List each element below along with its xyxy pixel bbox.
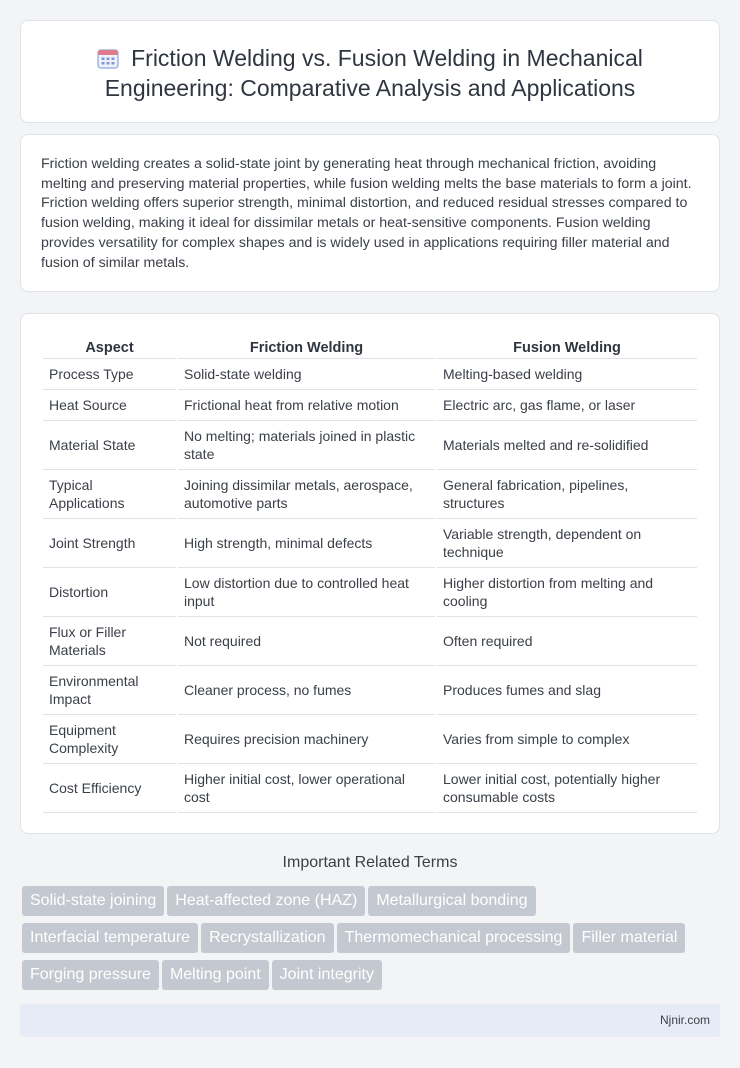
fusion-cell: Higher distortion from melting and cooling bbox=[437, 568, 697, 617]
table-row bbox=[43, 519, 697, 568]
term-tag[interactable]: Melting point bbox=[162, 960, 269, 990]
aspect-cell: Typical Applications bbox=[43, 470, 176, 519]
intro-card bbox=[20, 134, 720, 292]
aspect-cell: Material State bbox=[43, 421, 176, 470]
fusion-cell: Electric arc, gas flame, or laser bbox=[437, 390, 697, 421]
table-row bbox=[43, 715, 697, 764]
term-tag[interactable]: Recrystallization bbox=[201, 923, 333, 953]
term-tag[interactable]: Filler material bbox=[573, 923, 685, 953]
footer-site[interactable]: Njnir.com bbox=[659, 1013, 710, 1027]
table-header-row bbox=[43, 336, 697, 359]
table-row bbox=[43, 568, 697, 617]
aspect-cell: Heat Source bbox=[43, 390, 176, 421]
term-row bbox=[22, 923, 712, 960]
footer bbox=[20, 1004, 720, 1037]
term-tag[interactable]: Thermomechanical processing bbox=[337, 923, 571, 953]
title-card bbox=[20, 20, 720, 123]
friction-cell: High strength, minimal defects bbox=[178, 519, 435, 568]
aspect-cell: Environmental Impact bbox=[43, 666, 176, 715]
fusion-cell: Produces fumes and slag bbox=[437, 666, 697, 715]
term-row bbox=[22, 960, 712, 997]
term-tag[interactable]: Interfacial temperature bbox=[22, 923, 198, 953]
friction-cell: Not required bbox=[178, 617, 435, 666]
friction-cell: Requires precision machinery bbox=[178, 715, 435, 764]
term-row bbox=[22, 886, 712, 923]
fusion-cell: Often required bbox=[437, 617, 697, 666]
friction-cell: Low distortion due to controlled heat input bbox=[178, 568, 435, 617]
page-title bbox=[51, 43, 689, 103]
term-tag[interactable]: Forging pressure bbox=[22, 960, 159, 990]
table-row bbox=[43, 470, 697, 519]
comparison-table bbox=[41, 336, 699, 813]
table-row bbox=[43, 390, 697, 421]
term-tag[interactable]: Metallurgical bonding bbox=[368, 886, 535, 916]
related-terms-title: Important Related Terms bbox=[282, 854, 458, 871]
comparison-card bbox=[20, 313, 720, 834]
intro-paragraph: Friction welding creates a solid-state joint by generating heat through mechanical friction, avoiding melting and preserving material properties, while fusion welding melts the base materials to form a joint. Friction welding offers superior strength, minimal distortion, and reduced residual stresses compared to fusion welding, making it ideal for dissimilar metals or heat-sensitive components. Fusion welding provides versatility for complex shapes and is widely used in applications requiring filler material and fusion of similar metals. bbox=[41, 156, 692, 271]
fusion-cell: Lower initial cost, potentially higher consumable costs bbox=[437, 764, 697, 813]
aspect-cell: Distortion bbox=[43, 568, 176, 617]
table-row bbox=[43, 617, 697, 666]
aspect-cell: Equipment Complexity bbox=[43, 715, 176, 764]
friction-cell: No melting; materials joined in plastic state bbox=[178, 421, 435, 470]
table-row bbox=[43, 359, 697, 390]
term-tag[interactable]: Heat-affected zone (HAZ) bbox=[167, 886, 365, 916]
table-row bbox=[43, 421, 697, 470]
header-fusion: Fusion Welding bbox=[437, 336, 697, 359]
header-friction: Friction Welding bbox=[178, 336, 435, 359]
aspect-cell: Flux or Filler Materials bbox=[43, 617, 176, 666]
fusion-cell: Melting-based welding bbox=[437, 359, 697, 390]
fusion-cell: General fabrication, pipelines, structures bbox=[437, 470, 697, 519]
fusion-cell: Varies from simple to complex bbox=[437, 715, 697, 764]
table-row bbox=[43, 666, 697, 715]
page-title-text: Friction Welding vs. Fusion Welding in Mechanical Engineering: Comparative Analysis and Applications bbox=[104, 45, 643, 101]
friction-cell: Solid-state welding bbox=[178, 359, 435, 390]
friction-cell: Higher initial cost, lower operational cost bbox=[178, 764, 435, 813]
term-tag[interactable]: Joint integrity bbox=[272, 960, 382, 990]
related-terms bbox=[22, 886, 712, 997]
fusion-cell: Variable strength, dependent on technique bbox=[437, 519, 697, 568]
header-aspect: Aspect bbox=[43, 336, 176, 359]
aspect-cell: Cost Efficiency bbox=[43, 764, 176, 813]
friction-cell: Frictional heat from relative motion bbox=[178, 390, 435, 421]
friction-cell: Joining dissimilar metals, aerospace, automotive parts bbox=[178, 470, 435, 519]
aspect-cell: Process Type bbox=[43, 359, 176, 390]
table-row bbox=[43, 764, 697, 813]
fusion-cell: Materials melted and re-solidified bbox=[437, 421, 697, 470]
calendar-icon bbox=[97, 47, 119, 69]
aspect-cell: Joint Strength bbox=[43, 519, 176, 568]
friction-cell: Cleaner process, no fumes bbox=[178, 666, 435, 715]
term-tag[interactable]: Solid-state joining bbox=[22, 886, 164, 916]
